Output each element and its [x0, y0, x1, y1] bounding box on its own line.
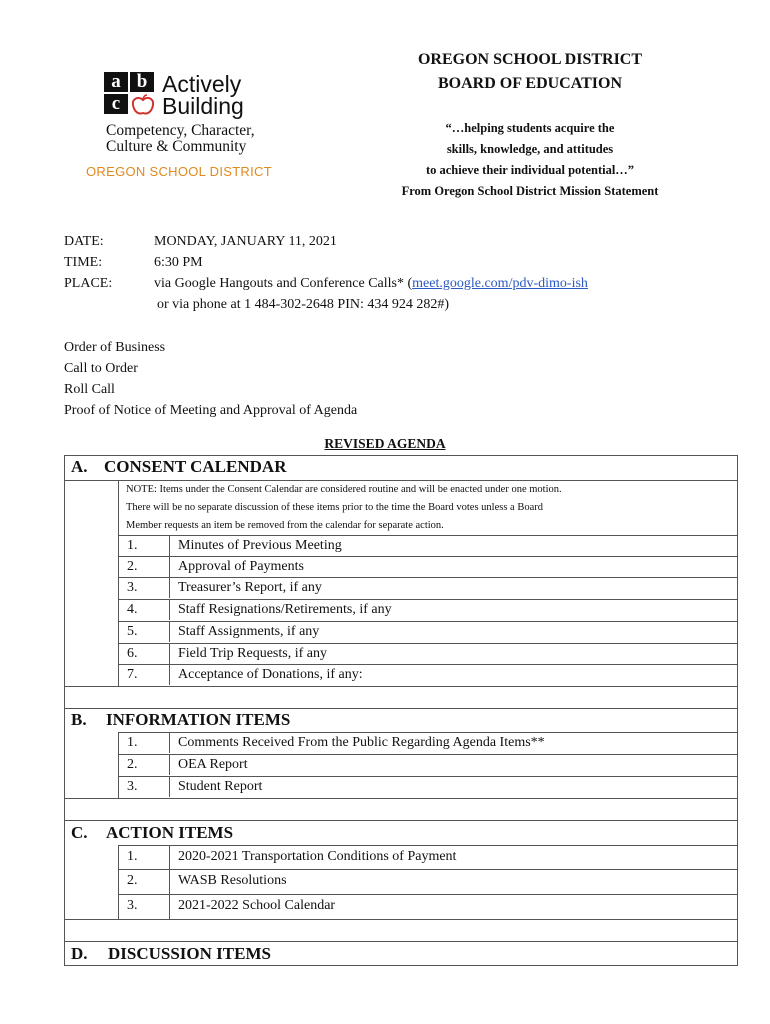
divider: [64, 820, 738, 821]
item-number: 1.: [118, 536, 170, 556]
section-title: INFORMATION ITEMS: [106, 710, 291, 729]
divider: [64, 798, 738, 799]
quote-line-1: “…helping students acquire the: [445, 121, 615, 135]
item-number: 2.: [118, 870, 170, 894]
item-text: Field Trip Requests, if any: [178, 646, 327, 661]
district-logo: [86, 71, 294, 182]
table-row: [118, 754, 738, 775]
item-text: Comments Received From the Public Regarding Agenda Items**: [178, 735, 545, 750]
section-title: CONSENT CALENDAR: [104, 457, 287, 476]
table-row: [118, 869, 738, 894]
item-text: Acceptance of Donations, if any:: [178, 667, 363, 682]
logo-word-actively: Actively: [162, 71, 242, 97]
item-number: 5.: [118, 622, 170, 642]
item-text: Treasurer’s Report, if any: [178, 580, 322, 595]
quote-line-2: skills, knowledge, and attitudes: [446, 142, 614, 156]
logo-tagline-2: Culture & Community: [106, 138, 247, 155]
item-text: Staff Assignments, if any: [178, 624, 320, 639]
section-letter: D.: [71, 944, 88, 963]
place-label: PLACE:: [64, 276, 113, 291]
item-number: 7.: [118, 665, 170, 685]
order-item: Roll Call: [64, 382, 115, 397]
item-number: 6.: [118, 644, 170, 664]
logo-tagline-1: Competency, Character,: [106, 122, 255, 139]
district-title: OREGON SCHOOL DISTRICT: [417, 51, 643, 68]
divider: [64, 941, 738, 942]
time-label: TIME:: [64, 255, 103, 270]
item-text: Approval of Payments: [178, 559, 304, 574]
order-item: Order of Business: [64, 340, 166, 355]
note-line: There will be no separate discussion of these items prior to the time the Board votes unless a Board: [126, 502, 543, 513]
place-prefix: via Google Hangouts and Conference Calls* (: [154, 276, 413, 291]
date-label: DATE:: [64, 234, 104, 249]
header-block: [360, 48, 700, 96]
divider: [64, 686, 738, 687]
table-row: [118, 776, 738, 797]
logo-district-name: OREGON SCHOOL DISTRICT: [86, 164, 272, 179]
apple-icon: [130, 94, 156, 116]
section-letter: B.: [71, 710, 87, 729]
quote-line-3: to achieve their individual potential…”: [425, 163, 635, 177]
note-line: Member requests an item be removed from the calendar for separate action.: [126, 520, 444, 531]
tile-a: a: [104, 72, 128, 92]
table-row: [118, 643, 738, 664]
table-row: [118, 599, 738, 620]
table-row: [118, 894, 738, 919]
item-text: OEA Report: [178, 757, 248, 772]
table-row: [118, 535, 738, 556]
item-number: 3.: [118, 578, 170, 598]
table-row: [118, 577, 738, 598]
note-line: NOTE: Items under the Consent Calendar are considered routine and will be enacted under one motion.: [126, 484, 562, 495]
revised-agenda-heading: REVISED AGENDA: [324, 436, 446, 451]
item-number: 1.: [118, 846, 170, 869]
item-number: 4.: [118, 600, 170, 620]
section-title: DISCUSSION ITEMS: [108, 944, 271, 963]
consent-note: [126, 481, 686, 535]
time-value: 6:30 PM: [154, 255, 203, 270]
section-letter: A.: [71, 457, 88, 476]
item-number: 3.: [118, 777, 170, 797]
table-row: [118, 621, 738, 642]
abc-blocks-icon: [104, 72, 158, 116]
place-value: [154, 276, 588, 292]
date-value: MONDAY, JANUARY 11, 2021: [154, 234, 337, 249]
quote-source: From Oregon School District Mission Statement: [401, 184, 659, 198]
meeting-link[interactable]: meet.google.com/pdv-dimo-ish: [412, 276, 588, 291]
item-number: 1.: [118, 733, 170, 753]
item-text: Student Report: [178, 779, 263, 794]
mission-quote: [360, 118, 700, 202]
board-title: BOARD OF EDUCATION: [437, 75, 622, 92]
item-text: 2020-2021 Transportation Conditions of Payment: [178, 849, 457, 864]
item-number: 2.: [118, 755, 170, 775]
place-phone: or via phone at 1 484-302-2648 PIN: 434 924 282#): [157, 297, 450, 312]
order-item: Call to Order: [64, 361, 138, 376]
section-title: ACTION ITEMS: [106, 823, 234, 842]
divider: [64, 919, 738, 920]
item-text: 2021-2022 School Calendar: [178, 898, 336, 913]
item-text: Staff Resignations/Retirements, if any: [178, 602, 392, 617]
item-text: WASB Resolutions: [178, 873, 287, 888]
logo-word-building: Building: [162, 93, 244, 119]
tile-b: b: [130, 72, 154, 92]
section-letter: C.: [71, 823, 88, 842]
divider: [64, 708, 738, 709]
table-row: [118, 732, 738, 753]
order-of-business-list: [64, 337, 357, 421]
order-item: Proof of Notice of Meeting and Approval of Agenda: [64, 403, 358, 418]
table-row: [118, 556, 738, 577]
item-number: 3.: [118, 895, 170, 919]
item-text: Minutes of Previous Meeting: [178, 538, 342, 553]
table-row: [118, 845, 738, 869]
tile-c: c: [104, 94, 128, 114]
item-number: 2.: [118, 557, 170, 577]
table-row: [118, 664, 738, 685]
